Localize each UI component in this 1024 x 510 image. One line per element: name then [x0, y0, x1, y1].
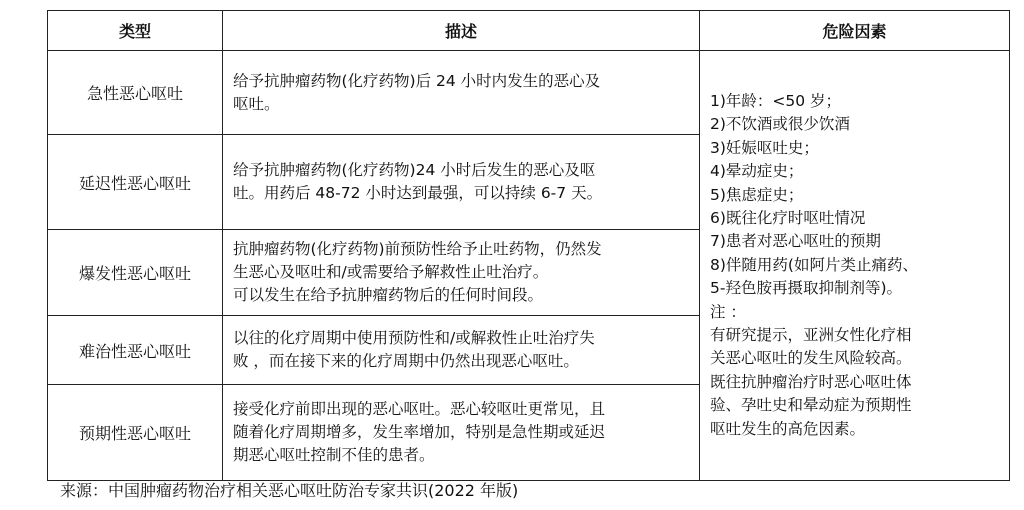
description-line: 给予抗肿瘤药物(化疗药物)后 24 小时内发生的恶心及 — [233, 71, 601, 90]
risk-line: 6)既往化疗时呕吐情况 — [710, 208, 866, 227]
risk-line: 8)伴随用药(如阿片类止痛药、 — [710, 255, 918, 274]
description-line: 以往的化疗周期中使用预防性和/或解救性止吐治疗失 — [233, 329, 595, 347]
type-cell: 预期性恶心呕吐 — [48, 385, 223, 481]
description-cell — [223, 51, 700, 135]
description-line: 随着化疗周期增多，发生率增加，特别是急性期或延迟 — [233, 423, 606, 441]
description-line: 可以发生在给予抗肿瘤药物后的任何时间段。 — [233, 286, 544, 304]
description-line: 呕吐。 — [233, 94, 280, 113]
risk-line: 2)不饮酒或很少饮酒 — [710, 115, 850, 134]
risk-line: 3)妊娠呕吐史； — [710, 138, 819, 157]
table-row — [48, 51, 1010, 135]
header-risk-factors: 危险因素 — [700, 11, 1010, 51]
description-cell — [223, 385, 700, 481]
type-cell: 难治性恶心呕吐 — [48, 316, 223, 385]
risk-line: 5)焦虑症史； — [710, 185, 804, 204]
description-line: 吐。用药后 48-72 小时达到最强，可以持续 6-7 天。 — [233, 184, 603, 202]
note-line: 关恶心呕吐的发生风险较高。 — [710, 349, 912, 368]
type-cell: 爆发性恶心呕吐 — [48, 230, 223, 316]
risk-line: 5-羟色胺再摄取抑制剂等)。 — [710, 279, 903, 298]
description-cell — [223, 135, 700, 230]
note-line: 呕吐发生的高危因素。 — [710, 419, 866, 438]
type-cell: 延迟性恶心呕吐 — [48, 135, 223, 230]
note-line: 验、孕吐史和晕动症为预期性 — [710, 396, 912, 415]
description-cell — [223, 230, 700, 316]
description-line: 生恶心及呕吐和/或需要给予解救性止吐治疗。 — [233, 263, 549, 281]
header-description: 描述 — [223, 11, 700, 51]
nausea-vomiting-table — [47, 10, 1010, 481]
risk-line: 4)晕动症史； — [710, 162, 804, 181]
description-line: 败 ，而在接下来的化疗周期中仍然出现恶心呕吐。 — [233, 352, 579, 370]
description-line: 给予抗肿瘤药物(化疗药物)24 小时后发生的恶心及呕 — [233, 161, 596, 179]
source-note: 来源：中国肿瘤药物治疗相关恶心呕吐防治专家共识(2022 年版) — [60, 481, 519, 500]
risk-line: 1)年龄：<50 岁； — [710, 91, 842, 110]
type-cell: 急性恶心呕吐 — [48, 51, 223, 135]
description-line: 期恶心呕吐控制不佳的患者。 — [233, 446, 435, 464]
description-cell — [223, 316, 700, 385]
note-line: 有研究提示，亚洲女性化疗相 — [710, 326, 912, 345]
header-type: 类型 — [48, 11, 223, 51]
risk-factors-cell — [700, 51, 1010, 481]
description-line: 抗肿瘤药物(化疗药物)前预防性给予止吐药物，仍然发 — [233, 240, 602, 258]
note-label: 注 ： — [710, 302, 746, 321]
note-line: 既往抗肿瘤治疗时恶心呕吐体 — [710, 372, 912, 391]
table-header-row — [48, 11, 1010, 51]
risk-line: 7)患者对恶心呕吐的预期 — [710, 232, 881, 251]
description-line: 接受化疗前即出现的恶心呕吐。恶心较呕吐更常见，且 — [233, 400, 606, 418]
